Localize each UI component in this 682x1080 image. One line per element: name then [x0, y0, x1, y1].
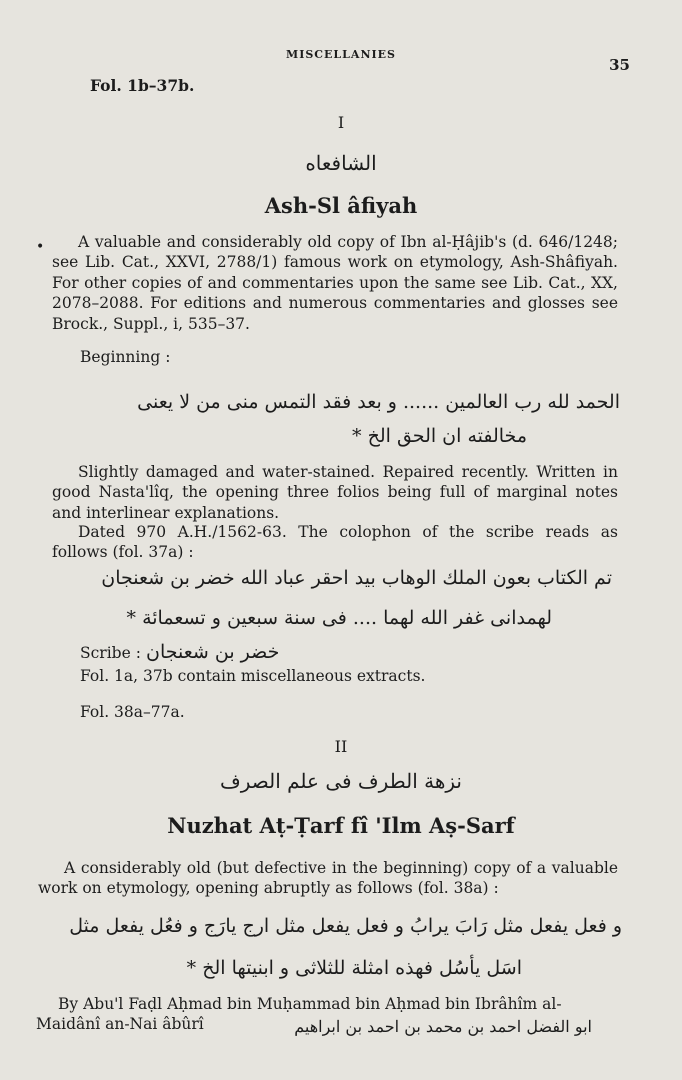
description-2: A considerably old (but defective in the beginning) copy of a valuable work on etymology, opening abruptly as follows (fol. 38a) : — [38, 859, 618, 898]
author-line-2: Maidânî an-Nai âbûrî — [36, 1015, 204, 1033]
extracts-note: Fol. 1a, 37b contain miscellaneous extracts. — [80, 667, 426, 685]
work-title-2: Nuzhat Aṭ-Ṭarf fî 'Ilm Aṣ-Sarf — [167, 813, 515, 838]
folio-range-2: Fol. 38a–77a. — [80, 703, 185, 721]
scribe-label: Scribe : — [80, 644, 141, 662]
beginning-label: Beginning : — [80, 348, 171, 366]
work-title-1: Ash-Sl âfiyah — [264, 193, 418, 218]
author-line-1: By Abu'l Faḍl Aḥmad bin Muḥammad bin Aḥmad bin Ibrâhîm al- — [58, 995, 562, 1013]
dated-note: Dated 970 A.H./1562-63. The colophon of the scribe reads as follows (fol. 37a) : — [52, 523, 618, 562]
arabic-title-1: الشافعاه — [305, 151, 377, 175]
page-number: 35 — [609, 56, 630, 74]
opening-arabic-2: اسَل يأسُل فهذه امثلة للثلاثى و ابنيتها الخ * — [186, 957, 522, 979]
colophon-arabic-1: تم الكتاب بعون الملك الوهاب بيد احقر عباد الله خضر بن شعنجان — [101, 567, 612, 589]
beginning-arabic-2: مخالفته ان الحق الخ * — [352, 425, 527, 447]
description-1: A valuable and considerably old copy of Ibn al-Ḥâjib's (d. 646/1248; see Lib. Cat., XXVI, 2788/1) famous work on etymology, Ash-Shâfiyah. For other copies of and commentaries upon the same see Lib. Cat., XX, 2078–2088. For editions and numerous commentaries and glosses see Brock., Suppl., i, 535–37. — [52, 233, 618, 333]
colophon-arabic-2: لهمدانى غفر الله لهما .... فى سنة سبعين و تسعمائة * — [126, 607, 552, 629]
arabic-title-2: نزهة الطرف فى علم الصرف — [220, 769, 462, 793]
running-head: MISCELLANIES — [286, 48, 396, 61]
margin-dot: • — [36, 239, 45, 255]
author-arabic: ابو الفضل احمد بن محمد بن احمد بن ابراهيم — [294, 1017, 592, 1036]
condition-note: Slightly damaged and water-stained. Repaired recently. Written in good Nasta'lîq, the opening three folios being full of marginal notes and interlinear explanations. — [52, 463, 618, 522]
beginning-arabic-1: الحمد لله رب العالمين ...... و بعد فقد التمس منى من لا يعنى — [137, 391, 620, 413]
folio-range-1: Fol. 1b–37b. — [90, 76, 195, 95]
opening-arabic-1: و فعل يفعل مثل رَابَ يرابُ و فعل يفعل مثل ارج يارَج و فعُل يفعل مثل — [69, 915, 622, 937]
section-numeral-2: II — [334, 737, 348, 756]
scribe-arabic: خضر بن شعنجان — [146, 641, 280, 663]
section-numeral-1: I — [337, 113, 345, 132]
